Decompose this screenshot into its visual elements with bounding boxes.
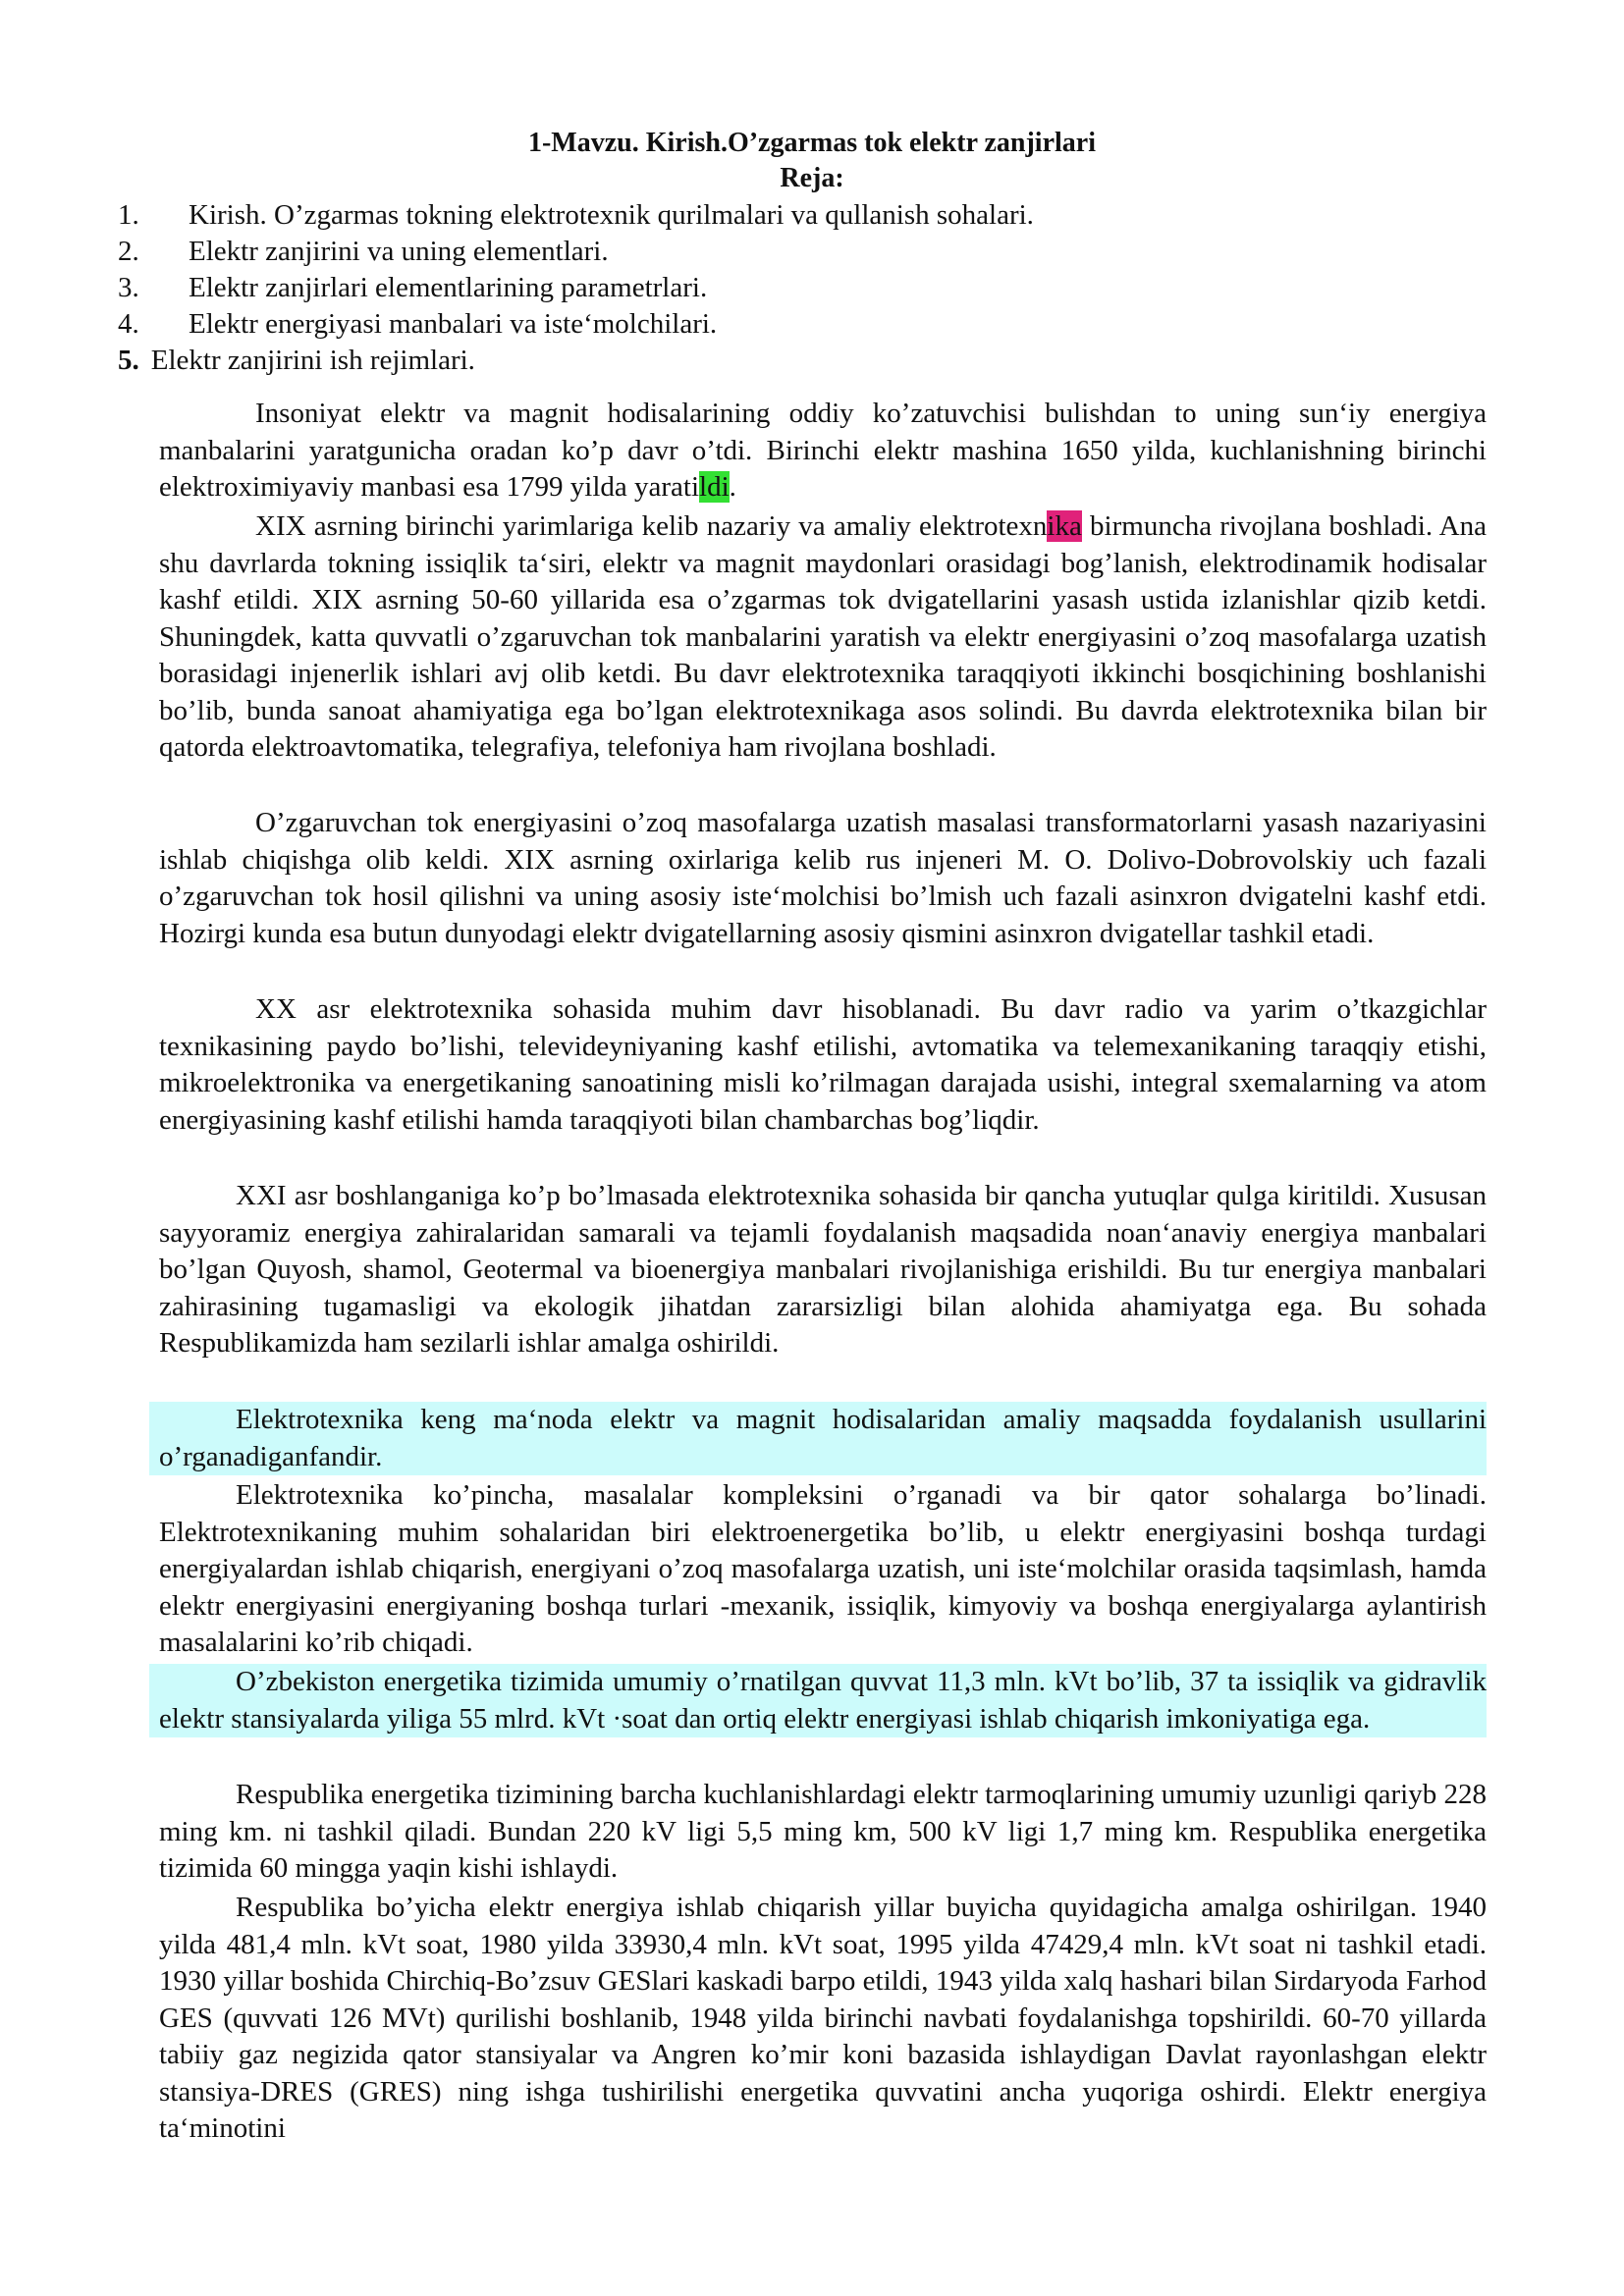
highlight-magenta: ika — [1047, 510, 1082, 542]
plan-item-text: Elektr energiyasi manbalari va iste‘molchilari. — [189, 308, 718, 340]
plan-item-text: Kirish. O’zgarmas tokning elektrotexnik qurilmalari va qullanish sohalari. — [189, 199, 1034, 231]
plan-item-number: 3. — [118, 272, 139, 303]
plan-item — [118, 306, 1492, 342]
highlight-green: ldi — [699, 471, 730, 503]
plan-item — [118, 197, 1492, 233]
document-title: 1-Mavzu. Kirish.O’zgarmas tok elektr zanjirlari — [527, 128, 1097, 158]
paragraph-network-length: Respublika energetika tizimining barcha kuchlanishlardagi elektr tarmoqlarining umumiy uzunligi qariyb 228 ming km. ni tashkil qiladi. Bundan 220 kV ligi 5,5 ming km, 500 kV ligi 1,7 ming km. Respublika energetika tizimida 60 mingga yaqin kishi ishlaydi. — [159, 1779, 1487, 1884]
paragraph-text: Insoniyat elektr va magnit hodisalarining oddiy ko’zatuvchisi bulishdan to uning sun‘iy energiya manbalarini yaratgunicha oradan ko’p davr o’tdi. Birinchi elektr mashina 1650 yilda, kuchlanishning birinchi elektroximiyaviy manbasi esa 1799 yilda yarati — [159, 398, 1487, 503]
paragraph-uzbekistan-capacity: O’zbekiston energetika tizimida umumiy o’rnatilgan quvvat 11,3 mln. kVt bo’lib, 37 ta issiqlik va gidravlik elektr stansiyalarda yiliga 55 mlrd. kVt ·soat dan ortiq elektr energiyasi ishlab chiqarish imkoniyatiga ega. — [149, 1664, 1487, 1737]
paragraph-production-history: Respublika bo’yicha elektr energiya ishlab chiqarish yillar buyicha quyidagicha amalga oshirilgan. 1940 yilda 481,4 mln. kVt soat, 1980 yilda 33930,4 mln. kVt soat, 1995 yilda 47429,4 mln. kVt soat ni tashkil etadi. 1930 yillar boshida Chirchiq-Bo’zsuv GESlari kaskadi barpo etildi, 1943 yilda xalq hashari bilan Sirdaryoda Farhod GES (quvvati 126 MVt) qurilishi boshlanib, 1948 yilda birinchi navbati foydalanishga topshirildi. 60-70 yillarda tabiiy gaz negizida qator stansiyalar va Angren ko’mir koni bazasida ishlaydigan Davlat rayonlashgan elektr stansiya-DRES (GRES) ning ishga tushirilishi energetika quvvatini ancha yuqoriga oshirdi. Elektr energiya ta‘minotini — [159, 1892, 1487, 2144]
paragraph-xxi-century: XXI asr boshlanganiga ko’p bo’lmasada elektrotexnika sohasida bir qancha yutuqlar qulga kiritildi. Xususan sayyoramiz energiya zahiralaridan samarali va tejamli foydalanish maqsadida noan‘anaviy energiya manbalari bo’lgan Quyosh, shamol, Geotermal va bioenergiya manbalari rivojlanishiga erishildi. Bu tur energiya manbalari zahirasining tugamasligi va ekologik jihatdan zararsizligi bilan alohida ahamiyatga ega. Bu sohada Respublikamizda ham sezilarli ishlar amalga oshirildi. — [159, 1180, 1487, 1359]
plan-item-text: Elektr zanjirini ish rejimlari. — [150, 345, 475, 376]
paragraph-electroenergetics: Elektrotexnika ko’pincha, masalalar kompleksini o’rganadi va bir qator sohalarga bo’linadi. Elektrotexnikaning muhim sohalaridan biri elektroenergetika bo’lib, u elektr energiyasini boshqa turdagi energiyalardan ishlab chiqarish, energiyani o’zoq masofalarga uzatish, uni iste‘molchilar orasida taqsimlash, hamda elektr energiyasini energiyaning boshqa turlari -mexanik, issiqlik, kimyoviy va boshqa energiyalarga aylantirish masalalarini ko’rib chiqadi. — [159, 1479, 1487, 1658]
plan-item — [118, 270, 1492, 305]
plan-item-number: 5. — [118, 345, 139, 376]
plan-item — [118, 234, 1492, 269]
paragraph-alternating-current: O’zgaruvchan tok energiyasini o’zoq masofalarga uzatish masalasi transformatorlarni yasash nazariyasini ishlab chiqishga olib keldi. XIX asrning oxirlariga kelib rus injeneri M. O. Dolivo-Dobrovolskiy uch fazali o’zgaruvchan tok hosil qilishni va uning asosiy iste‘molchisi bo’lmish uch fazali asinxron dvigatelni kashf etdi. Hozirgi kunda esa butun dunyodagi elektr dvigatellarning asosiy qismini asinxron dvigatellar tashkil etadi. — [159, 807, 1487, 949]
plan-item-number: 2. — [118, 236, 139, 267]
plan-item-text: Elektr zanjirlari elementlarining parametrlari. — [189, 272, 708, 303]
paragraph-xx-century: XX asr elektrotexnika sohasida muhim davr hisoblanadi. Bu davr radio va yarim o’tkazgichlar texnikasining paydo bo’lishi, televideyniyaning kashf etilishi, avtomatika va telemexanikaning taraqqiy etishi, mikroelektronika va energetikaning sanoatining misli ko’rilmagan darajada usishi, integral sxemalarning va atom energiyasining kashf etilishi hamda taraqqiyoti bilan chambarchas bog’liqdir. — [159, 993, 1487, 1136]
paragraph-intro — [159, 396, 1487, 507]
paragraph-xix-century — [159, 508, 1487, 767]
plan-item-number: 4. — [118, 308, 139, 340]
plan-item — [118, 343, 1492, 378]
plan-item-number: 1. — [118, 199, 139, 231]
plan-item-text: Elektr zanjirini va uning elementlari. — [189, 236, 609, 267]
paragraph-text: . — [729, 471, 736, 503]
document-subtitle: Reja: — [780, 163, 844, 193]
paragraph-text: XIX asrning birinchi yarimlariga kelib nazariy va amaliy elektrotexn — [255, 510, 1048, 542]
paragraph-definition: Elektrotexnika keng ma‘noda elektr va magnit hodisalaridan amaliy maqsadda foydalanish usullarini o’rganadiganfandir. — [149, 1402, 1487, 1475]
paragraph-text: birmuncha rivojlana boshladi. Ana shu davrlarda tokning issiqlik ta‘siri, elektr va magnit maydonlari orasidagi bog’lanish, elektrodinamik hodisalar kashf etildi. XIX asrning 50-60 yillarida esa o’zgarmas tok dvigatellarini yasash ustida izlanishlar qizib ketdi. Shuningdek, katta quvvatli o’zgaruvchan tok manbalarini yaratish va elektr energiyasini o’zoq masofalarga uzatish borasidagi injenerlik ishlari avj olib ketdi. Bu davr elektrotexnika taraqqiyoti ikkinchi bosqichining boshlanishi bo’lib, bunda sanoat ahamiyatiga ega bo’lgan elektrotexnikaga asos solindi. Bu davrda elektrotexnika bilan bir qatorda elektroavtomatika, telegrafiya, telefoniya ham rivojlana boshladi. — [159, 510, 1487, 763]
